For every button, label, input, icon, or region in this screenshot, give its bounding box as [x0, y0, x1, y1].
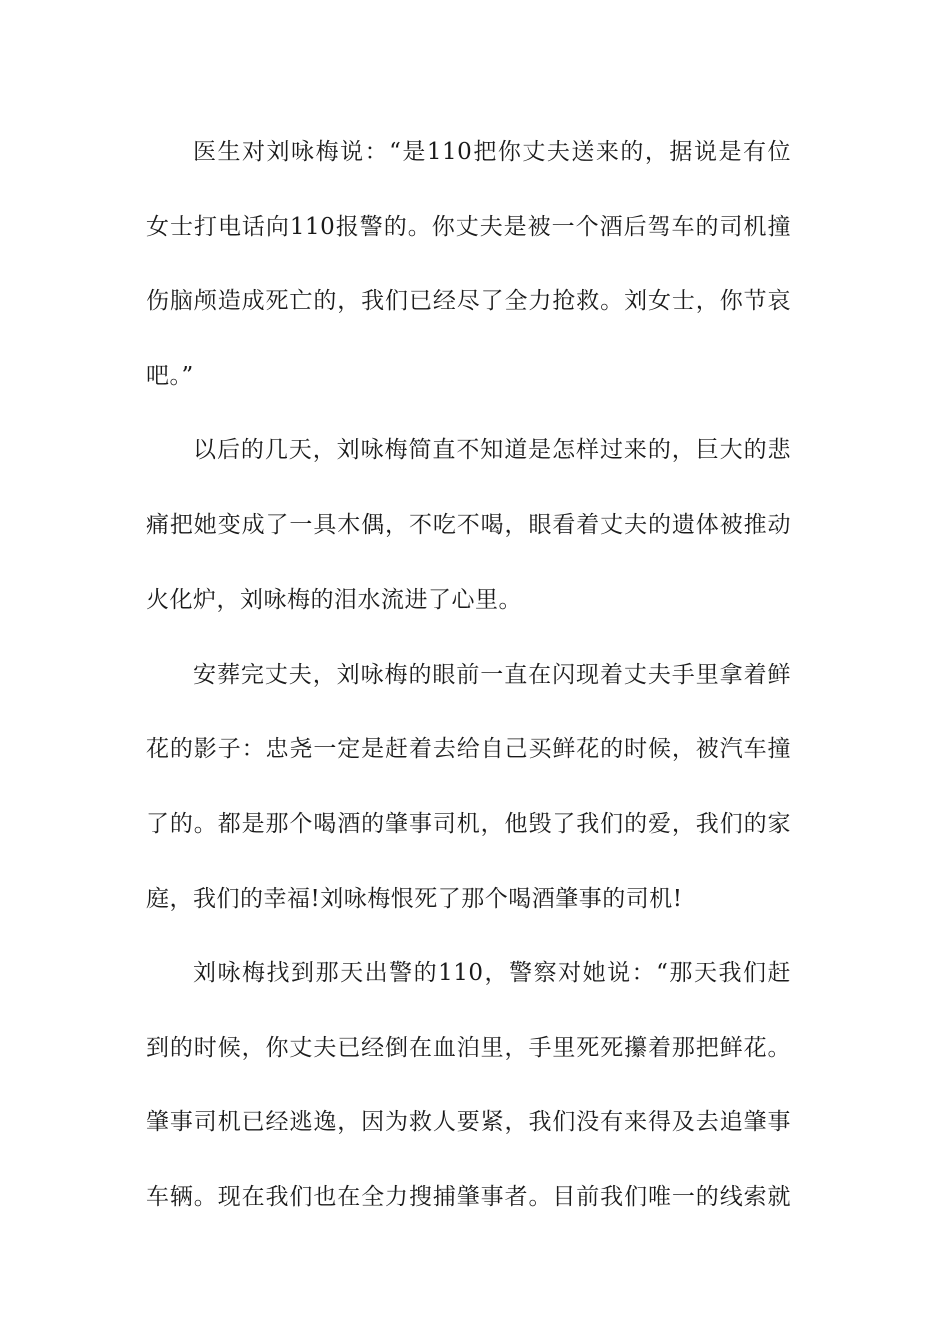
paragraph-1-line-4: 吧。” — [146, 363, 194, 389]
paragraph-4-line-1: 刘咏梅找到那天出警的110，警察对她说：“那天我们赶 — [193, 960, 791, 986]
paragraph-2-line-1: 以后的几天，刘咏梅简直不知道是怎样过来的，巨大的悲 — [193, 437, 791, 463]
paragraph-2-line-3: 火化炉，刘咏梅的泪水流进了心里。 — [146, 587, 522, 613]
paragraph-3-line-4: 庭，我们的幸福!刘咏梅恨死了那个喝酒肇事的司机! — [146, 886, 683, 912]
paragraph-3-line-3: 了的。都是那个喝酒的肇事司机，他毁了我们的爱，我们的家 — [146, 811, 791, 837]
paragraph-4-line-2: 到的时候，你丈夫已经倒在血泊里，手里死死攥着那把鲜花。 — [146, 1035, 791, 1061]
paragraph-4-line-4: 车辆。现在我们也在全力搜捕肇事者。目前我们唯一的线索就 — [146, 1184, 791, 1210]
paragraph-3-line-1: 安葬完丈夫，刘咏梅的眼前一直在闪现着丈夫手里拿着鲜 — [193, 662, 791, 688]
paragraph-1-line-2: 女士打电话向110报警的。你丈夫是被一个酒后驾车的司机撞 — [146, 214, 791, 240]
paragraph-2-line-2: 痛把她变成了一具木偶，不吃不喝，眼看着丈夫的遗体被推动 — [146, 512, 791, 538]
paragraph-1-line-1: 医生对刘咏梅说：“是110把你丈夫送来的，据说是有位 — [193, 139, 791, 165]
paragraph-1-line-3: 伤脑颅造成死亡的，我们已经尽了全力抢救。刘女士，你节哀 — [146, 288, 791, 314]
paragraph-3-line-2: 花的影子：忠尧一定是赶着去给自己买鲜花的时候，被汽车撞 — [146, 736, 791, 762]
paragraph-4-line-3: 肇事司机已经逃逸，因为救人要紧，我们没有来得及去追肇事 — [146, 1109, 791, 1135]
